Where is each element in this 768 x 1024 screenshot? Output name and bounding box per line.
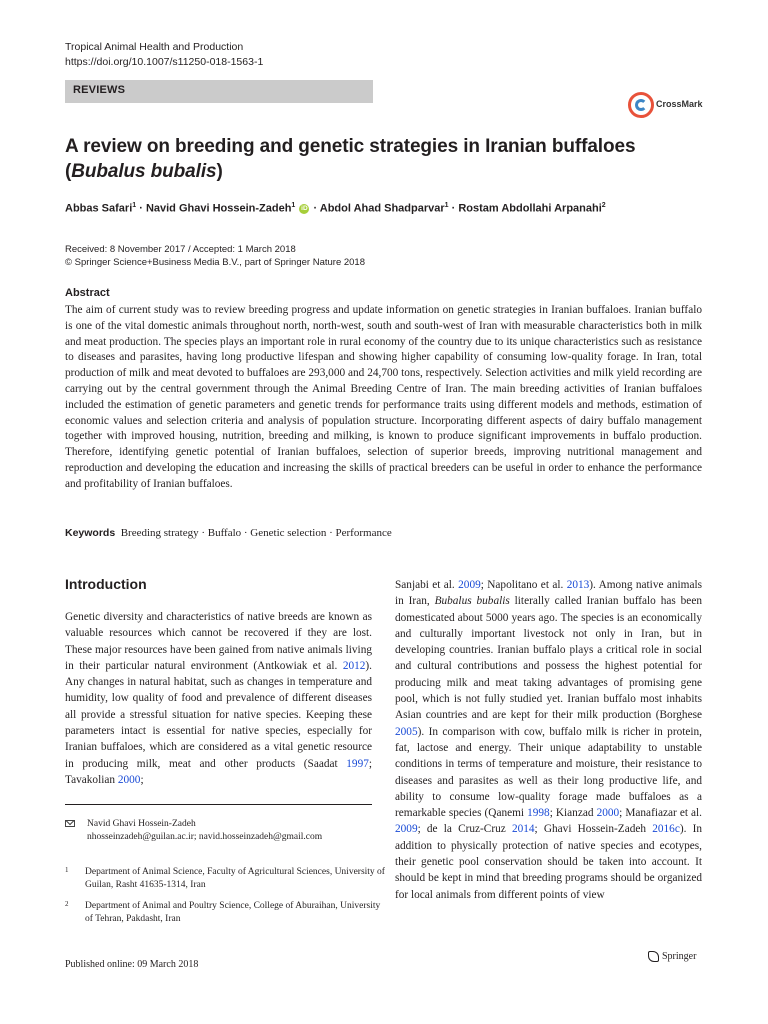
keywords-text: Breeding strategy · Buffalo · Genetic selection · Performance — [120, 527, 392, 539]
publisher-name: Springer — [662, 951, 697, 962]
body-text: ; Kianzad — [549, 807, 597, 820]
citation-link[interactable]: 1998 — [527, 807, 550, 820]
springer-horse-icon — [648, 951, 659, 962]
species-name: Bubalus bubalis — [434, 595, 510, 608]
citation-link[interactable]: 2014 — [511, 823, 535, 836]
affiliation-text: Department of Animal Science, Faculty of Agricultural Sciences, University of Guilan, Rasht 41635-1314, Iran — [85, 867, 385, 890]
journal-doi[interactable]: https://doi.org/10.1007/s11250-018-1563-1 — [65, 56, 264, 68]
envelope-icon — [65, 820, 75, 827]
citation-link[interactable]: 1997 — [346, 757, 369, 770]
body-text: ; — [140, 773, 144, 786]
body-text: ). In comparison with cow, buffalo milk is richer in protein, fat, lactose and energy. Their unique adaptability to unstable conditions in terms of temperature and moisture, their resistance to diseases and parasites as well as their long productive life, and ability to consume low-quality forage made buffaloes as a remarkable species (Qanemi — [395, 725, 702, 820]
citation-link[interactable]: 2009 — [458, 579, 481, 591]
author-affiliation-ref: 2 — [601, 202, 606, 209]
abstract-heading: Abstract — [65, 287, 110, 299]
body-text: ). Any changes in natural habitat, such as changes in temperature and humidity, low quality of food and prevalence of different diseases all provide a stressful situation for native species. Keeping these parameters intact is essential for native species, especially for Iranian buffaloes, which are considered as a vital genetic resource in producing milk, meat and other products (Saadat — [65, 659, 372, 770]
body-text: Sanjabi et al. — [395, 579, 459, 591]
affiliation-number: 2 — [65, 900, 69, 908]
contact-name: Navid Ghavi Hossein-Zadeh — [87, 819, 196, 829]
orcid-icon[interactable]: iD — [301, 204, 308, 212]
affiliation-text: Department of Animal and Poultry Science, College of Aburaihan, University of Tehran, Pakdasht, Iran — [85, 901, 381, 924]
citation-link[interactable]: 2012 — [342, 659, 366, 672]
author-name[interactable]: Abdol Ahad Shadparvar — [319, 202, 445, 215]
author-name[interactable]: Rostam Abdollahi Arpanahi — [458, 202, 602, 215]
keywords — [65, 527, 392, 539]
citation-link[interactable]: 2000 — [596, 807, 620, 820]
author-list: Abbas Safari$^1$ · Navid Ghavi Hossein-Zadeh$^1$ iD · Abdol Ahad Shadparvar$^1$ · Rostam Abdollahi Arpanahi$^2$ — [65, 202, 606, 215]
publisher-logo — [648, 951, 696, 962]
section-label: REVIEWS — [73, 84, 126, 96]
introduction-right-column — [395, 577, 702, 903]
affiliation-number: 1 — [65, 866, 69, 874]
title-end: ) — [216, 161, 223, 182]
citation-link[interactable]: 2013 — [566, 579, 590, 591]
body-text: ; de la Cruz-Cruz — [417, 823, 512, 836]
journal-header — [65, 40, 263, 70]
abstract-text: The aim of current study was to review breeding progress and update information on genetic strategies in Iranian buffaloes. Iranian buffalo is one of the vital domestic animals throughout north, north-west, south and south-west of Iran with measurable characteristics both in milk and meat production. The species plays an important role in rural economy of the country due to its unique characteristics such as resistance to diseases and parasites, having long productive lifespan and showing higher capability of consuming low-quality forage. In Iran, total production of milk and meat devoted to buffaloes are 293,000 and 24,700 tons, respectively. Selection activities and milk yield recording are carrying out by the central government through the Animal Breeding Centre of Iran. The main breeding activities of Iranian buffaloes included the estimation of genetic parameters and genetic trends for performance traits using different models and methods, estimation of economic values and selection criteria and analysis of population structure. Incorporating different aspects of dairy buffalo management together with improved housing, nutrition, breeding and milking, is known to produce significant improvements in buffalo production. Therefore, identifying genetic potential of Iranian buffaloes, selection of superior breeds, improving nutritional management and reproduction and developing the education and increasing the skills of practical breeders can be useful in order to enhance the performance and profitability of Iranian buffaloes. — [65, 304, 702, 490]
crossmark-label: CrossMark — [656, 99, 703, 109]
article-title — [65, 134, 705, 184]
author-name[interactable]: Abbas Safari — [65, 202, 133, 215]
citation-link[interactable]: 2005 — [395, 725, 418, 738]
body-text: Genetic diversity and characteristics of native breeds are known as valuable resources which cannot be recovered if they are lost. These major resources have been gained from native animals living in their particular natural environment (Antkowiak et al. — [65, 611, 372, 672]
crossmark-badge[interactable] — [628, 92, 706, 120]
author-affiliation-ref: 1 — [132, 202, 137, 209]
body-text: ). Among native animals in Iran, — [395, 579, 702, 608]
title-species: Bubalus bubalis — [71, 161, 217, 182]
crossmark-icon — [628, 92, 654, 118]
body-text: ; Ghavi Hossein-Zadeh — [534, 823, 653, 836]
section-banner — [65, 80, 373, 103]
contact-emails[interactable]: nhosseinzadeh@guilan.ac.ir; navid.hosseinzadeh@gmail.com — [87, 832, 323, 842]
title-main: A review on breeding and genetic strategies in Iranian buffaloes ( — [65, 136, 636, 182]
citation-link[interactable]: 2000 — [117, 773, 141, 786]
author-name[interactable]: Navid Ghavi Hossein-Zadeh — [145, 202, 292, 215]
author-affiliation-ref: 1 — [291, 202, 296, 209]
citation-link[interactable]: 2016c — [652, 823, 680, 836]
body-text: ; Tavakolian — [65, 757, 372, 786]
body-text: ). In addition to physically protection of native species and ecotypes, their genetic pool conservation should be taken into account. It should be kept in mind that breeding programs should be organized for local animals from different points of view — [395, 823, 703, 901]
introduction-left-column — [65, 609, 372, 788]
published-date: Published online: 09 March 2018 — [65, 959, 199, 970]
body-text: literally called Iranian buffalo has been domesticated about 5000 years ago. The species is an economically and culturally important livestock not only in Iran, but in developing countries. Iranian buffalo plays a critical role in social and cultural contributions and possess the highest potential for producing milk and meat taking advantages of promising gene pool, which is not fully studied yet. Iranian buffalo most inhabits Asian countries and are kept for their milk production (Borghese — [395, 595, 702, 722]
keywords-label: Keywords — [65, 527, 116, 539]
citation-link[interactable]: 2009 — [395, 823, 418, 836]
journal-name: Tropical Animal Health and Production — [65, 41, 244, 53]
footnote-divider — [65, 804, 372, 805]
body-text: ; Napolitano et al. — [480, 579, 567, 591]
received-accepted: Received: 8 November 2017 / Accepted: 1 March 2018 — [65, 244, 296, 255]
body-text: ; Manafiazar et al. — [619, 807, 702, 820]
introduction-heading: Introduction — [65, 576, 147, 592]
article-dates — [65, 243, 365, 269]
copyright: © Springer Science+Business Media B.V., part of Springer Nature 2018 — [65, 257, 365, 268]
author-affiliation-ref: 1 — [444, 202, 449, 209]
